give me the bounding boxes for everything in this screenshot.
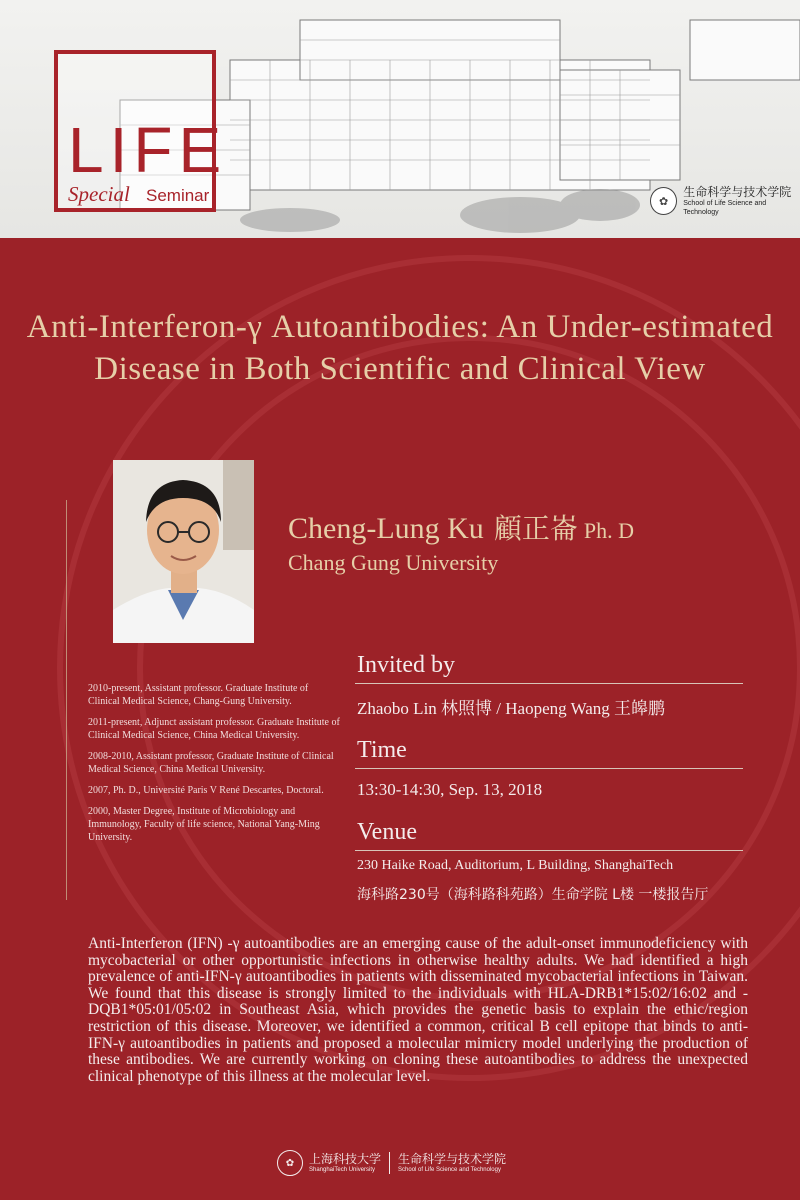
speaker-name-cn: 顧正崙	[493, 512, 578, 545]
bio-entry: 2011-present, Adjunct assistant professor. Graduate Institute of Clinical Medical Science, China Medical University.	[88, 717, 340, 741]
special-logo-text: Special	[68, 182, 130, 206]
venue-value-en: 230 Haike Road, Auditorium, L Building, ShanghaiTech	[357, 858, 674, 873]
time-value: 13:30-14:30, Sep. 13, 2018	[357, 780, 543, 799]
school-logo	[650, 185, 800, 217]
seminar-logo-text: Seminar	[146, 186, 210, 205]
footer-school-name-cn: 生命科学与技术学院	[398, 1152, 507, 1166]
life-special-seminar-logo	[54, 50, 228, 212]
school-name-cn: 生命科学与技术学院	[683, 185, 792, 199]
speaker-photo	[113, 460, 254, 643]
decorative-vertical-divider	[66, 500, 67, 900]
invited-by-rule	[355, 683, 743, 684]
footer-school-name-en: School of Life Science and Technology	[398, 1167, 501, 1173]
abstract-text: Anti-Interferon (IFN) -γ autoantibodies are an emerging cause of the adult-onset immunodeficiency with mycobacterial or other opportunistic infections in otherwise healthy adults. We had identified a high prevalence of anti-IFN-γ autoantibodies in patients with disseminated mycobacterial infections in Taiwan. We found that this disease is strongly limited to the individuals with HLA-DRB1*15:02/16:02 and -DQB1*05:01/05:02 in Southeast Asia, which provides the genetic basis to explain the ethic/region restriction of this disease. Moreover, we identified a common, critical B cell epitope that binds to anti-IFN-γ autoantibodies in patients and proposed a molecular mimicry model underlying the production of these antibodies. We are currently working on cloning these autoantibodies to address the unexpected clinical phenotype of this illness at the molecular level.	[88, 935, 748, 1085]
time-heading: Time	[357, 737, 407, 763]
university-name-en: ShanghaiTech University	[309, 1167, 376, 1173]
invited-by-value: Zhaobo Lin 林照博 / Haopeng Wang 王皞鹏	[357, 699, 666, 718]
bio-entry: 2000, Master Degree, Institute of Microbiology and Immunology, Faculty of life science, National Yang-Ming University.	[88, 806, 320, 843]
footer-separator	[389, 1152, 390, 1174]
bio-entry: 2010-present, Assistant professor. Graduate Institute of Clinical Medical Science, Chang-Gung University.	[88, 683, 309, 707]
venue-rule	[355, 850, 743, 851]
header-banner	[0, 0, 800, 238]
time-rule	[355, 768, 743, 769]
bio-entry: 2007, Ph. D., Université Paris V René Descartes, Doctoral.	[88, 785, 324, 796]
university-name-cn: 上海科技大学	[309, 1152, 382, 1166]
speaker-affiliation: Chang Gung University	[288, 550, 499, 575]
bio-entry: 2008-2010, Assistant professor, Graduate Institute of Clinical Medical Science, China Medical University.	[88, 751, 334, 775]
university-seal-icon: ✿	[650, 187, 677, 215]
seminar-title: Anti-Interferon-γ Autoantibodies: An Under-estimated Disease in Both Scientific and Clinical View	[26, 309, 774, 387]
invited-by-heading: Invited by	[357, 652, 455, 678]
school-name-en: School of Life Science and Technology	[683, 200, 767, 216]
speaker-name	[288, 507, 634, 547]
speaker-bio	[88, 682, 340, 852]
speaker-name-en: Cheng-Lung Ku	[288, 512, 484, 545]
venue-heading: Venue	[357, 819, 417, 845]
university-seal-icon: ✿	[277, 1150, 303, 1176]
life-logo-text: LIFE	[68, 114, 228, 186]
venue-value-cn: 海科路230号（海科路科苑路）生命学院 L楼 一楼报告厅	[357, 887, 709, 903]
footer-logos	[277, 1150, 506, 1176]
speaker-degree: Ph. D	[583, 518, 634, 543]
